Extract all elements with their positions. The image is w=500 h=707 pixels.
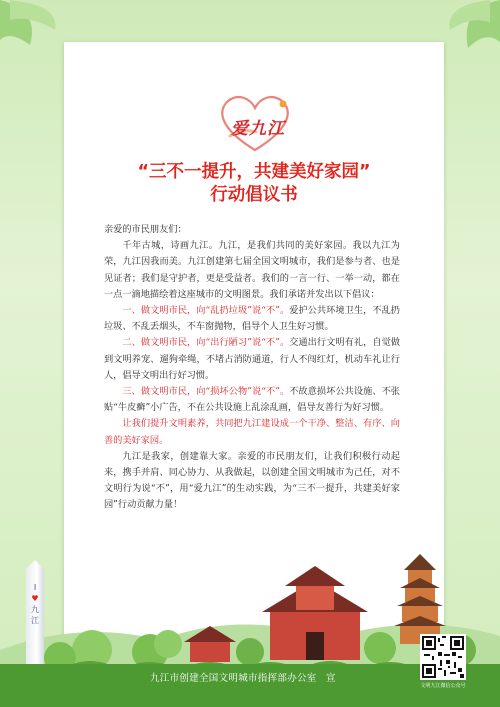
document-body (104, 222, 400, 514)
heart-icon: ♥ (31, 594, 39, 603)
intro-paragraph: 千年古城，诗画九江。九江，是我们共同的美好家园。我以九江为荣，九江因我而美。九江创建第七届全国文明城市，我们是参与者、也是见证者；我们是守护者，更是受益者。我们的一言一行、一举一动，都在一点一滴地描绘着这座城市的文明图景。我们承诺并发出以下倡议： (104, 240, 400, 300)
proposal-item-3-head: 三、做文明市民，向“损坏公物”说“不”。 (122, 386, 290, 398)
proposal-item-1 (104, 303, 400, 335)
proposal-item-3 (104, 384, 400, 416)
ai-jiujiang-logo (212, 92, 298, 154)
issuer-name: 九江市创建全国文明城市指挥部办公室 (150, 673, 317, 684)
document-title: “三不一提升，共建美好家园” (137, 162, 371, 182)
proposal-item-4: 让我们提升文明素养，共同把九江建设成一个干净、整洁、有序、向善的美好家园。 (104, 418, 400, 446)
tower-city-name: 九江 (31, 605, 39, 625)
proposal-item-1-text: 爱护公共环境卫生，不乱扔垃圾、不乱丢烟头，不车窗抛物，倡导个人卫生好习惯。 (104, 305, 400, 333)
proposal-item-1-head: 一、做文明市民，向“乱扔垃圾”说“不”。 (122, 305, 290, 317)
closing-paragraph: 九江是我家，创建靠大家。亲爱的市民朋友们，让我们积极行动起来，携手并肩、同心协力、从我做起，以创建全国文明城市为己任，对不文明行为说“不”，用“爱九江”的生动实践，为“三不一提升，共建美好家园”行动贡献力量！ (104, 450, 400, 511)
qr-caption: 文明九江微信公众号 (420, 683, 466, 689)
logo-text: 爱九江 (231, 119, 285, 139)
tower-inscription (28, 582, 42, 626)
proposal-item-2-head: 二、做文明市民，向“出行陋习”说“不”。 (122, 337, 290, 349)
document-subtitle: 行动倡议书 (210, 185, 298, 205)
footer-issuer (150, 670, 420, 684)
proposal-item-3-text: 不故意损坏公共设施、不张贴“牛皮癣”小广告，不在公共设施上乱涂乱画，倡导友善行为好习惯。 (104, 386, 400, 414)
salutation: 亲爱的市民朋友们： (104, 224, 187, 235)
proposal-item-2-text: 交通出行文明有礼，自觉做到文明养宠、遛狗牵绳，不堵占消防通道，行人不闯红灯，机动车礼让行人，倡导文明出行好习惯。 (104, 337, 400, 381)
qr-code-icon (422, 636, 464, 678)
tower-letter: I (33, 583, 37, 592)
proposal-item-2 (104, 335, 400, 384)
issuer-stamp: 宣 (325, 673, 336, 684)
qr-code[interactable] (420, 634, 466, 680)
